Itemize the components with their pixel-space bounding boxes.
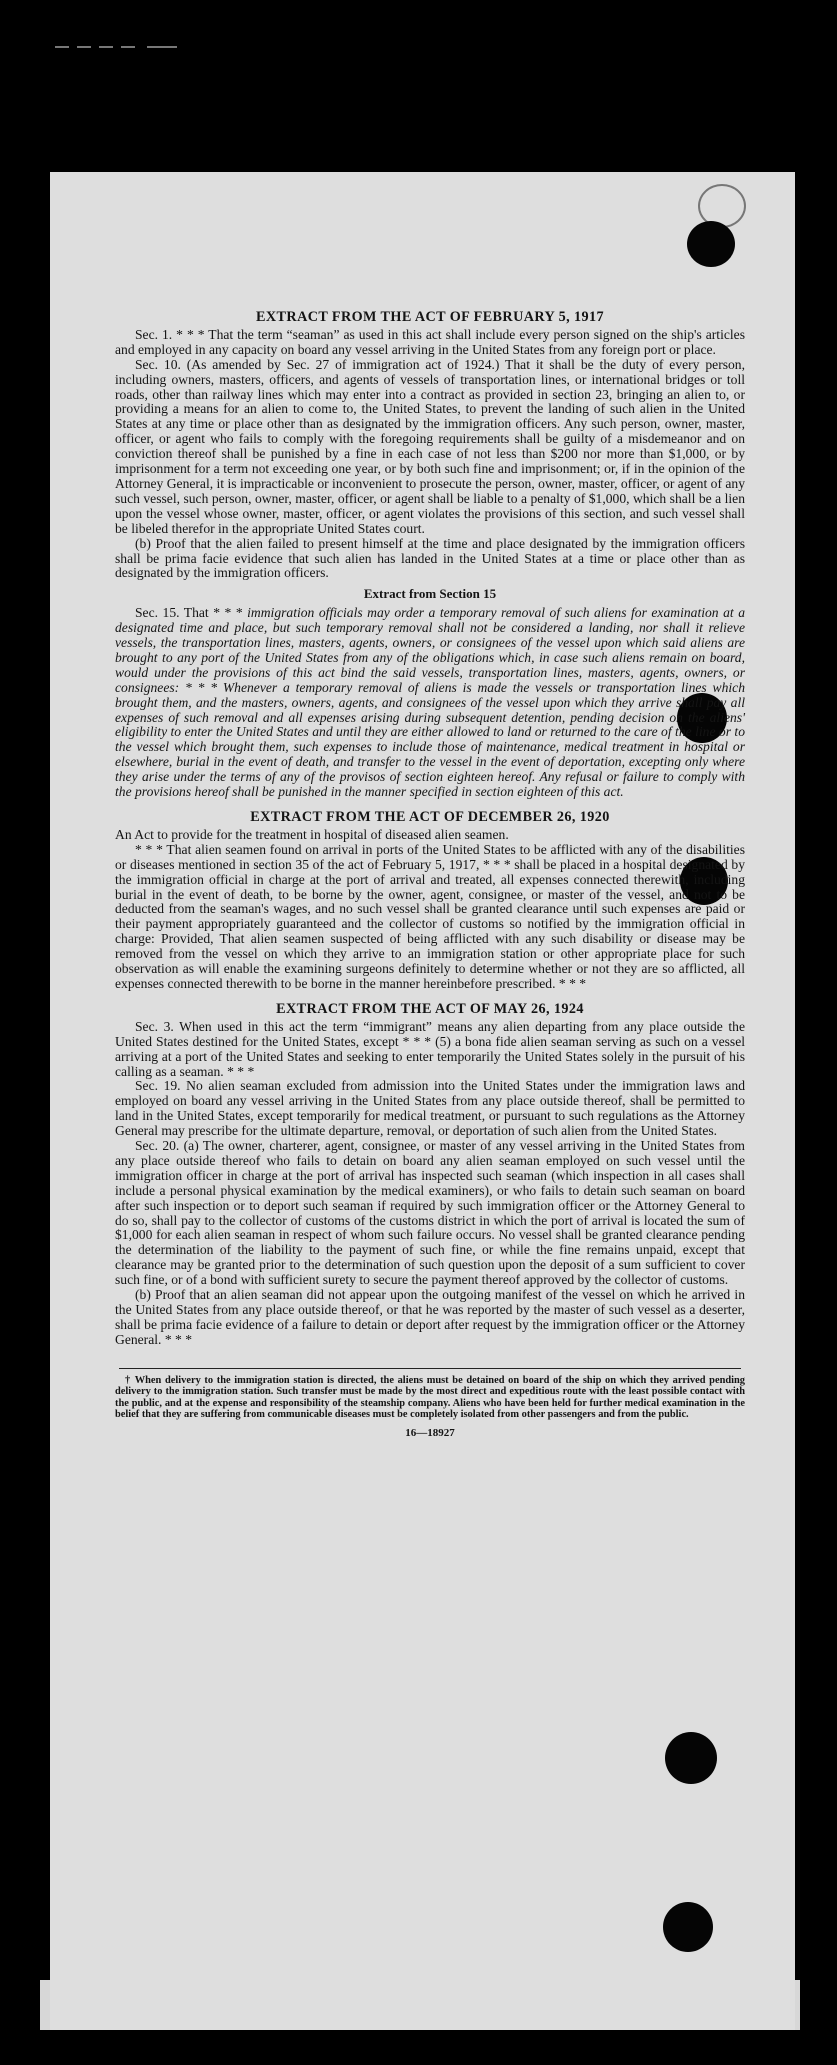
sec-15-paragraph	[115, 606, 745, 800]
top-edge-marks	[55, 46, 195, 50]
sec-20b-paragraph: (b) Proof that an alien seaman did not appear upon the outgoing manifest of the vessel on which he arrived in the United States from any place outside thereof, or that he was reported by the master of such vessel as a deserter, shall be prima facie evidence of a failure to detain or deport after request by the immigration officer or the Attorney General. * * *	[115, 1287, 745, 1347]
sec-3-paragraph: Sec. 3. When used in this act the term “immigrant” means any alien departing from any place outside the United States destined for the United States, except * * * (5) a bona fide alien seaman serving as such on a vessel arriving at a port of the United States and seeking to enter temporarily the United States solely in the pursuit of his calling as a seaman. * * *	[115, 1018, 745, 1079]
footnote	[115, 1375, 745, 1421]
punch-hole	[665, 1732, 717, 1784]
punch-hole	[663, 1902, 713, 1952]
sec-10b-paragraph: (b) Proof that the alien failed to present himself at the time and place designated by the immigration officers shall be prima facie evidence that such alien has landed in the United States at a time or place other than as designated by the immigration officers.	[115, 535, 745, 581]
section-heading-1917: EXTRACT FROM THE ACT OF FEBRUARY 5, 1917	[256, 309, 604, 325]
act-1920-title: An Act to provide for the treatment in hospital of diseased alien seamen.	[115, 826, 509, 842]
sec-20a-paragraph: Sec. 20. (a) The owner, charterer, agent, consignee, or master of any vessel arriving in the United States from any place outside thereof who fails to detain on board any alien seaman employed on such vessel until the immigration officer in charge at the port of arrival has inspected such seaman (which inspection in all cases shall include a personal physical examination by the medical examiners), or who fails to detain such seaman on board after such inspection or to deport such seaman if required by such immigration officer or the Attorney General to do so, shall pay to the collector of customs of the customs district in which the port of arrival is located the sum of $1,000 for each alien seaman in respect of whom such failure occurs. No vessel shall be granted clearance pending the determination of the liability to the payment of such fine, or while the fine remains unpaid, except that clearance may be granted prior to the determination of such question upon the deposit of a sum sufficient to cover such fine, or of a bond with sufficient surety to secure the payment thereof approved by the collector of customs.	[115, 1138, 745, 1288]
sec-10-paragraph: Sec. 10. (As amended by Sec. 27 of immigration act of 1924.) That it shall be the duty of every person, including owners, masters, officers, and agents of vessels of transportation lines, or international bridges or toll roads, other than railway lines which may enter into a contract as provided in section 23, bringing an alien to, or providing a means for an alien to come to, the United States, to prevent the landing of such alien in the United States at any time or place other than as designated by the immigration officers. Any such person, owner, master, officer, or agent who fails to comply with the foregoing requirements shall be guilty of a misdemeanor and on conviction thereof shall be punished by a fine in each case of not less than $200 nor more than $1,000, or by imprisonment for a term not exceeding one year, or by both such fine and imprisonment; or, if in the opinion of the Attorney General, it is impracticable or inconvenient to prosecute the person, owner, master, officer, or agent of any such vessel, such person, owner, master, officer, or agent shall be liable to a penalty of $1,000, which shall be a lien upon the vessel whose owner, master, officer, or agent violates the provisions of this section, and such vessel shall be libeled therefor in the appropriate United States court.	[115, 356, 745, 536]
sec-1-paragraph: Sec. 1. * * * That the term “seaman” as used in this act shall include every person signed on the ship's articles and employed in any capacity on board any vessel arriving in the United States from any foreign port or place.	[115, 326, 745, 357]
document-text	[115, 310, 745, 1441]
sec-15-lead: Sec. 15. That * * *	[135, 605, 243, 621]
section-heading-1920: EXTRACT FROM THE ACT OF DECEMBER 26, 1920	[250, 809, 610, 825]
footnote-divider	[119, 1368, 741, 1369]
footnote-text: † When delivery to the immigration station is directed, the aliens must be detained on board of the ship on which they arrived pending delivery to the immigration station. Such transfer must be made by the most direct and expeditious route with the least possible contact with the public, and at the expense and responsibility of the steamship company. Aliens who have been held for further medical examination in the belief that they are suffering from communicable diseases must be completely isolated from other passengers and from the public.	[115, 1374, 745, 1420]
act-1920-paragraph: * * * That alien seamen found on arrival in ports of the United States to be afflicted with any of the disabilities or diseases mentioned in section 35 of the act of February 5, 1917, * * * shall be placed in a hospital designated by the immigration official in charge at the port of arrival and treated, all expenses connected therewith, including burial in the event of death, to be borne by the owner, agent, consignee, or master of the vessel, and not to be deducted from the seaman's wages, and no such vessel shall be granted clearance until such expenses are paid or their payment appropriately guaranteed and the collector of customs so notified by the immigration official in charge: Provided, That alien seamen suspected of being afflicted with any such disability or disease may be removed from the vessel on which they arrive to an immigration station or other appropriate place for such observation as will enable the examining surgeons definitely to determine whether or not they are so afflicted, all expenses connected therewith to be borne in the manner hereinbefore prescribed. * * *	[115, 841, 745, 991]
document-page	[50, 172, 795, 2030]
punch-hole	[687, 221, 735, 267]
page-number: 16—18927	[405, 1427, 455, 1440]
section-heading-1924: EXTRACT FROM THE ACT OF MAY 26, 1924	[276, 1000, 584, 1017]
sec-19-paragraph: Sec. 19. No alien seaman excluded from admission into the United States under the immigration laws and employed on board any vessel arriving in the United States from any place outside thereof, shall be permitted to land in the United States, except temporarily for medical treatment, or pursuant to such regulations as the Attorney General may prescribe for the ultimate departure, removal, or deportation of such alien from the United States.	[115, 1078, 745, 1139]
sec-15-italic-text: immigration officials may order a temporary removal of such aliens for examination at a designated time and place, but such temporary removal shall not be considered a landing, nor shall it relieve vessels, the transportation lines, masters, agents, owners, or consignees of the vessel upon which said aliens are brought to any port of the United States from any of the obligations which, in case such aliens remain on board, would under the provisions of this act bind the said vessels, transportation lines, masters, agents, owners, or consignees: * * * Whenever a temporary removal of aliens is made the vessels or transportation lines which brought them, and the masters, owners, agents, and consignees of the vessel upon which they arrive shall pay all expenses of such removal and all expenses arising during subsequent detention, pending decision on the aliens' eligibility to enter the United States and until they are either allowed to land or returned to the care of the line or to the vessel which brought them, such expenses to include those of maintenance, medical treatment in hospital or elsewhere, burial in the event of death, and transfer to the vessel in the event of deportation, excepting only where they arise under the terms of any of the provisos of section eighteen hereof. Any refusal or failure to comply with the provisions hereof shall be punished in the manner specified in section eighteen of this act.	[115, 605, 745, 800]
section-15-subheading: Extract from Section 15	[363, 586, 497, 602]
